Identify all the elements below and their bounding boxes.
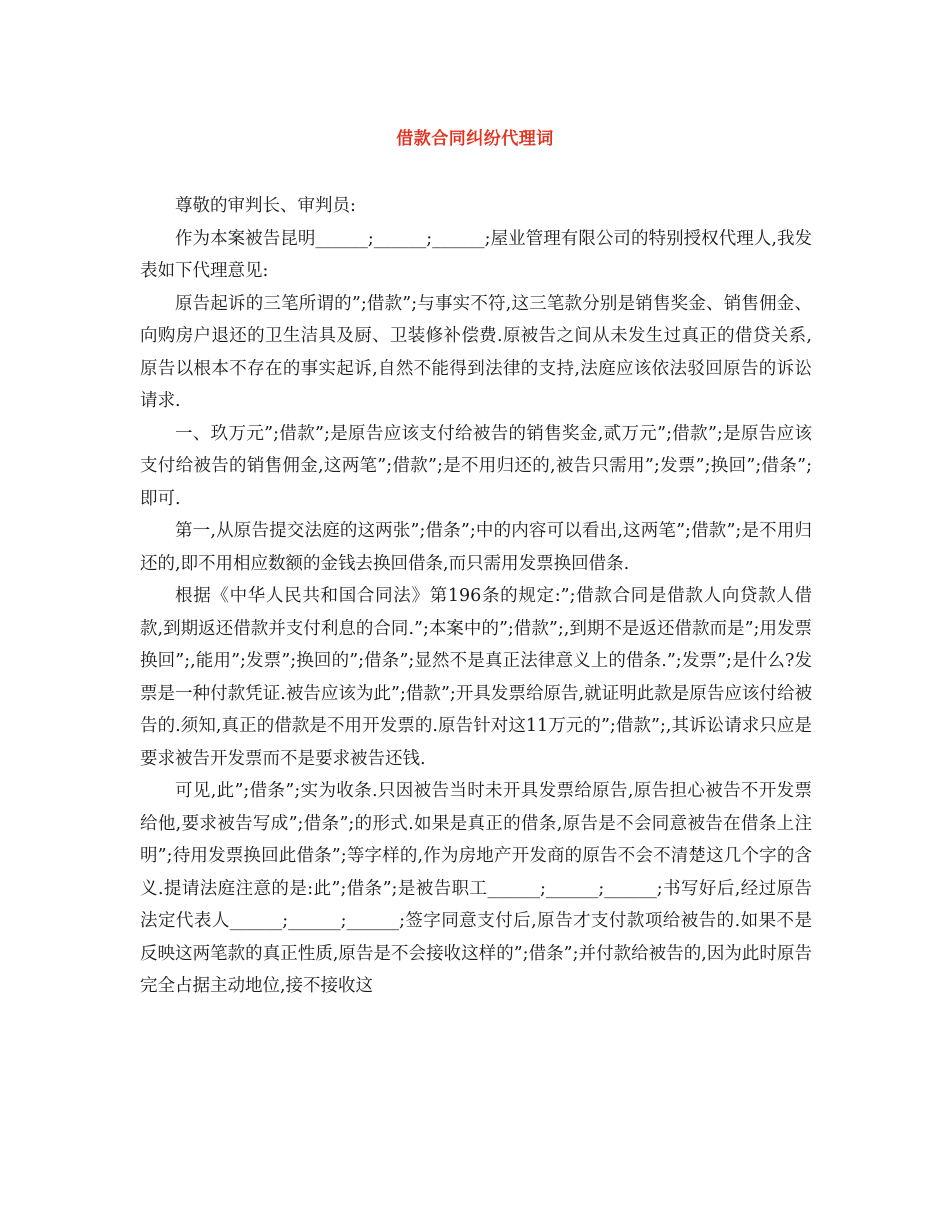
paragraph-conclusion: 可见,此”;借条”;实为收条.只因被告当时未开具发票给原告,原告担心被告不开发票给他,要求被告写成”;借条”;的形式.如果是真正的借条,原告是不会同意被告在借条上注明”;待用发票换回此借条”;等字样的,作为房地产开发商的原告不会不清楚这几个字的含义.提请法庭注意的是:此”;借条”;是被告职工______;______;______;书写好后,经过原告法定代表人______;______;______;签字同意支付后,原告才支付款项给被告的.如果不是反映这两笔款的真正性质,原告是不会接收这样的”;借条”;并付款给被告的,因为此时原告完全占据主动地位,接不接收这 [140,781,812,996]
paragraph-introduction: 作为本案被告昆明______;______;______;屋业管理有限公司的特别授权代理人,我发表如下代理意见: [140,228,812,281]
document-body [140,190,812,1003]
paragraph-legal-basis: 根据《中华人民共和国合同法》第196条的规定:”;借款合同是借款人向贷款人借款,到期返还借款并支付利息的合同.”;本案中的”;借款”;,到期不是返还借款而是”;用发票换回”;,能用”;发票”;换回的”;借条”;显然不是真正法律意义上的借条.”;发票”;是什么?发票是一种付款凭证.被告应该为此”;借款”;开具发票给原告,就证明此款是原告应该付给被告的.须知,真正的借款是不用开发票的.原告针对这11万元的”;借款”;,其诉讼请求只应是要求被告开发票而不是要求被告还钱. [140,586,812,769]
paragraph-salutation: 尊敬的审判长、审判员: [175,196,356,216]
paragraph-summary: 原告起诉的三笔所谓的”;借款”;与事实不符,这三笔款分别是销售奖金、销售佣金、向购房户退还的卫生洁具及厨、卫装修补偿费.原被告之间从未发生过真正的借贷关系,原告以根本不存在的事实起诉,自然不能得到法律的支持,法庭应该依法驳回原告的诉讼请求. [140,293,812,411]
document-title: 借款合同纠纷代理词 [396,129,554,149]
paragraph-point-one: 一、玖万元”;借款”;是原告应该支付给被告的销售奖金,贰万元”;借款”;是原告应该支付给被告的销售佣金,这两笔”;借款”;是不用归还的,被告只需用”;发票”;换回”;借条”;即可. [140,423,812,509]
paragraph-first-argument: 第一,从原告提交法庭的这两张”;借条”;中的内容可以看出,这两笔”;借款”;是不用归还的,即不用相应数额的金钱去换回借条,而只需用发票换回借条. [140,521,812,574]
